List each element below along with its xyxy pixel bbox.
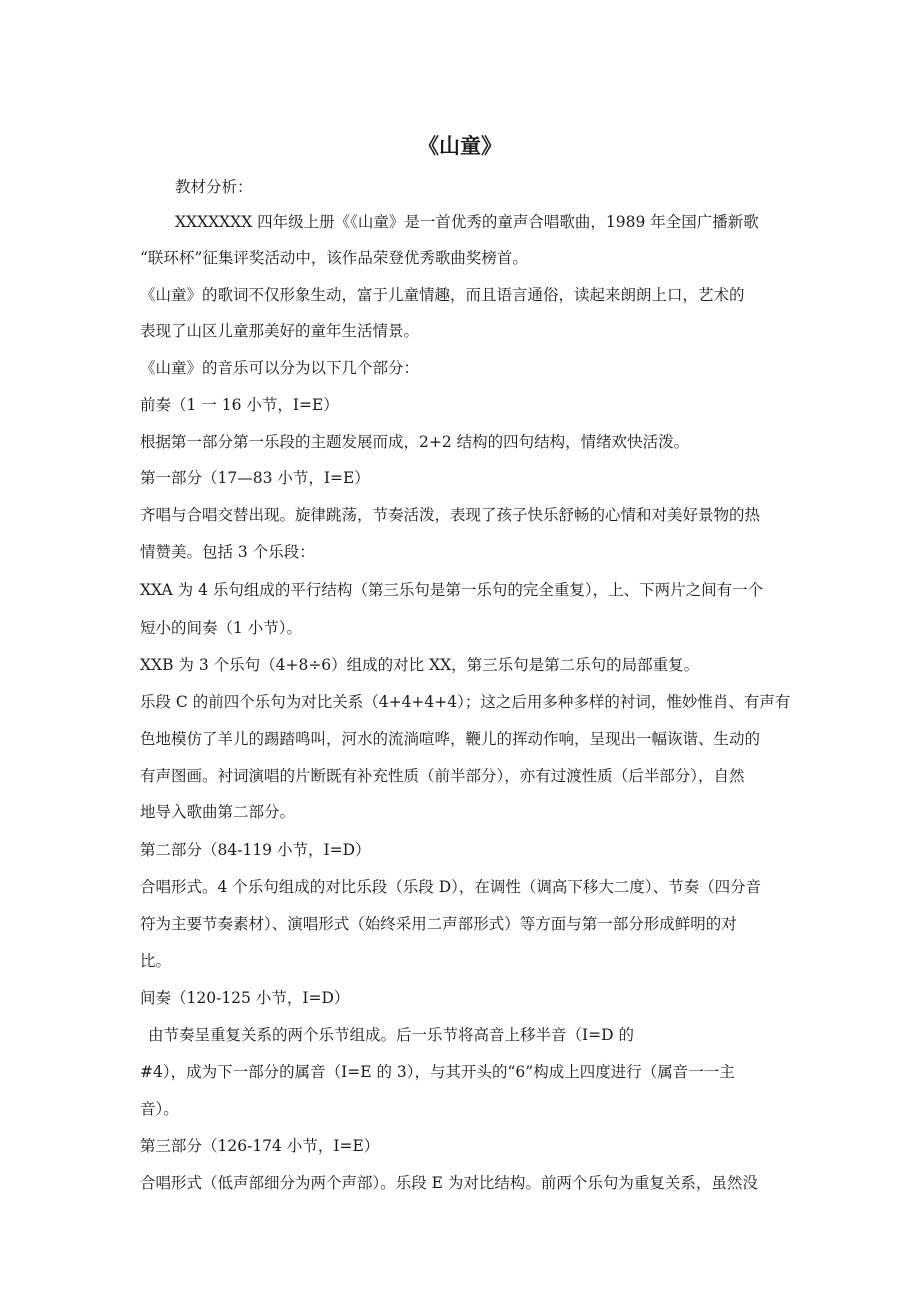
paragraph-line: 情赞美。包括 3 个乐段：	[140, 543, 315, 561]
paragraph-line-analysis-heading: 教材分析：	[175, 178, 253, 196]
paragraph-line: 乐段 C 的前四个乐句为对比关系（4+4+4+4）；这之后用多种多样的衬词，惟妙惟肖、有声有	[140, 693, 791, 711]
paragraph-line: XXA 为 4 乐句组成的平行结构（第三乐句是第一乐句的完全重复），上、下两片之间有一个	[140, 581, 764, 599]
section-heading-interlude: 间奏（120-125 小节，I=D）	[140, 989, 350, 1007]
paragraph-line: 由节奏呈重复关系的两个乐节组成。后一乐节将高音上移半音（I=D 的	[148, 1026, 634, 1044]
paragraph-line: “联环杯”征集评奖活动中，该作品荣登优秀歌曲奖榜首。	[140, 249, 528, 267]
paragraph-line: 音）。	[140, 1100, 179, 1118]
paragraph-line: 根据第一部分第一乐段的主题发展而成，2+2 结构的四句结构，情绪欢快活泼。	[140, 433, 690, 451]
paragraph-line: XXB 为 3 个乐句（4+8÷6）组成的对比 XX，第三乐句是第二乐句的局部重复。	[140, 656, 700, 674]
paragraph-line: 色地模仿了羊儿的踢踏鸣叫，河水的流淌喧哗，鞭儿的挥动作响，呈现出一幅诙谐、生动的	[140, 730, 761, 748]
paragraph-line: 地导入歌曲第二部分。	[140, 803, 296, 821]
paragraph-line: 有声图画。衬词演唱的片断既有补充性质（前半部分），亦有过渡性质（后半部分），自然	[140, 767, 745, 785]
section-heading-part-three: 第三部分（126-174 小节，I=E）	[140, 1137, 380, 1155]
section-heading-prelude: 前奏（1 一 16 小节，I=E）	[140, 396, 339, 414]
paragraph-line: 齐唱与合唱交替出现。旋律跳荡，节奏活泼，表现了孩子快乐舒畅的心情和对美好景物的热	[140, 506, 761, 524]
paragraph-line: #4），成为下一部分的属音（I=E 的 3），与其开头的“6”构成上四度进行（属音一一主	[140, 1063, 735, 1081]
paragraph-line: 《山童》的歌词不仅形象生动，富于儿童情趣，而且语言通俗，读起来朗朗上口，艺术的	[140, 286, 745, 304]
paragraph-line: 合唱形式。4 个乐句组成的对比乐段（乐段 D），在调性（调高下移大二度）、节奏（四分音	[140, 878, 762, 896]
paragraph-line: 《山童》的音乐可以分为以下几个部分：	[140, 359, 420, 377]
document-title: 《山童》	[418, 134, 502, 158]
paragraph-line: 短小的间奏（1 小节）。	[140, 619, 303, 637]
paragraph-line: 符为主要节奏素材）、演唱形式（始终采用二声部形式）等方面与第一部分形成鲜明的对	[140, 915, 737, 933]
section-heading-part-two: 第二部分（84-119 小节，I=D）	[140, 841, 371, 859]
paragraph-line: 合唱形式（低声部细分为两个声部）。乐段 E 为对比结构。前两个乐句为重复关系，虽然没	[140, 1174, 758, 1192]
paragraph-line: 比。	[140, 952, 172, 970]
section-heading-part-one: 第一部分（17—83 小节，I=E）	[140, 469, 370, 487]
paragraph-line: XXXXXXX 四年级上册《《山童》是一首优秀的童声合唱歌曲，1989 年全国广播新歌	[175, 213, 759, 231]
paragraph-line: 表现了山区儿童那美好的童年生活情景。	[140, 322, 420, 340]
